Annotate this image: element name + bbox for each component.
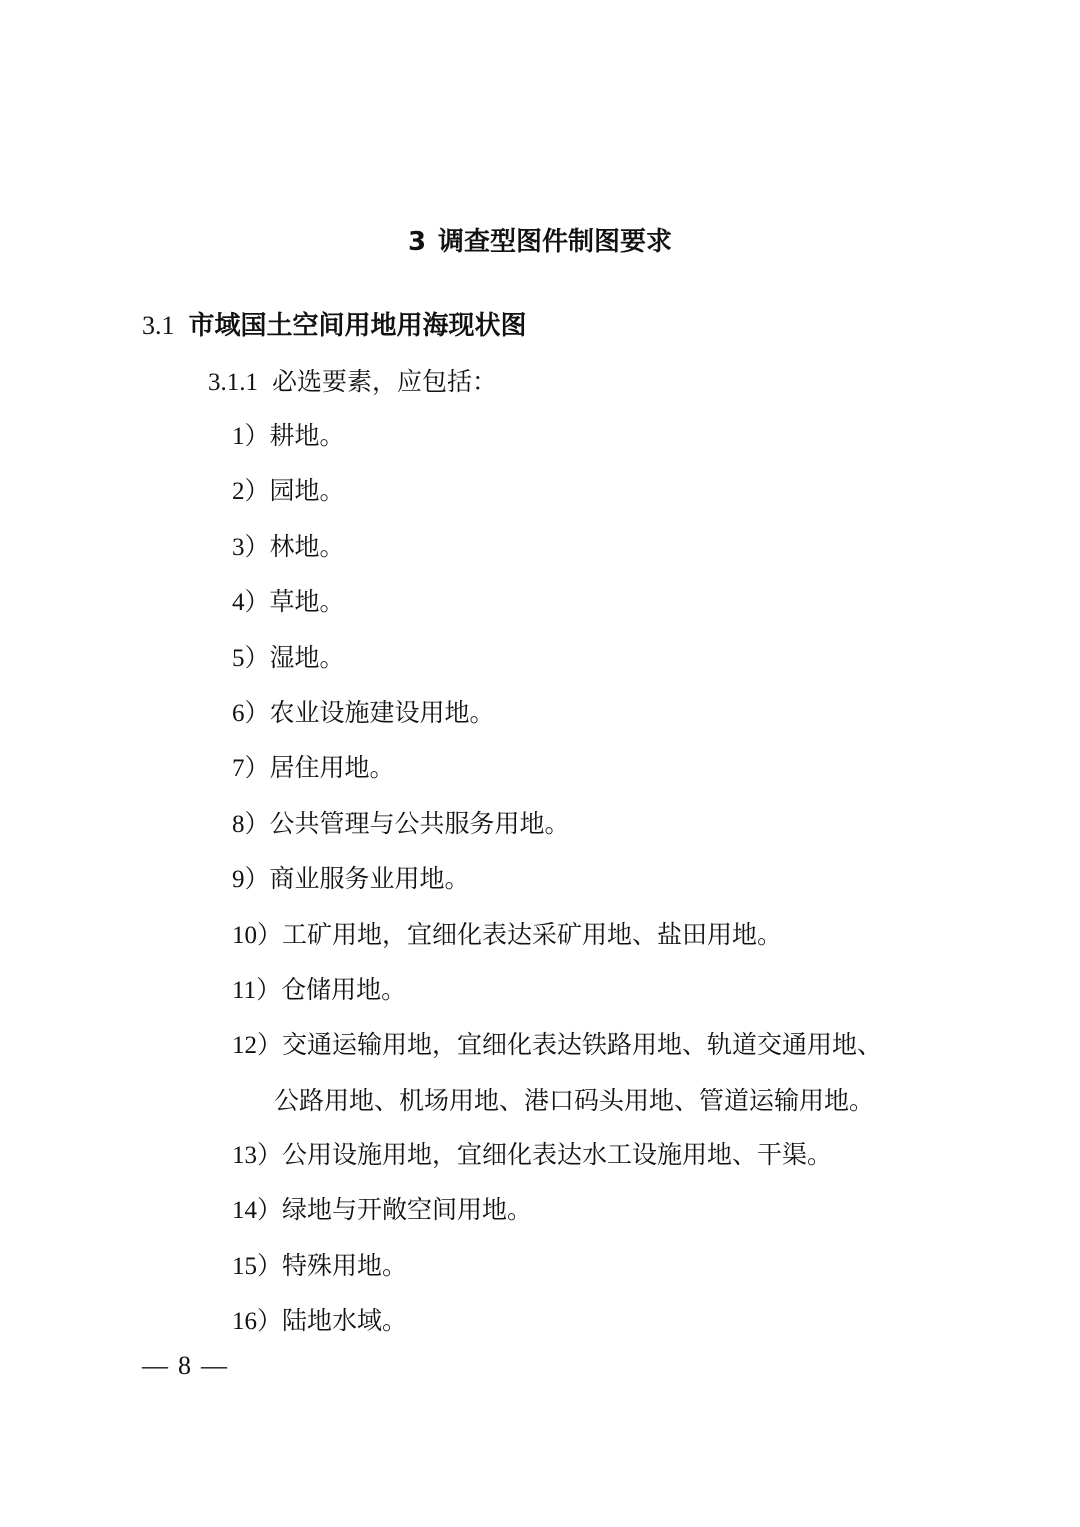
- section-title-text: 市域国土空间用地用海现状图: [188, 311, 527, 341]
- list-item-text: 工矿用地，宜细化表达采矿用地、盐田用地。: [282, 919, 783, 949]
- list-item-number: 5）: [232, 644, 270, 672]
- list-item: [232, 527, 952, 568]
- subsection-number: 3.1.1: [208, 369, 258, 396]
- list-item: [232, 416, 952, 457]
- page-footer: [142, 1346, 227, 1386]
- subsection-heading: [208, 362, 497, 403]
- section-number: 3.1: [142, 311, 175, 340]
- page-number: 8: [178, 1351, 191, 1380]
- list-item-text: 公用设施用地，宜细化表达水工设施用地、干渠。: [282, 1140, 833, 1170]
- list-item-text: 耕地。: [269, 421, 345, 450]
- list-item-text: 公共管理与公共服务用地。: [269, 808, 570, 838]
- list-item: [232, 1025, 952, 1120]
- list-item-number: 16）: [232, 1308, 283, 1336]
- list-item-text: 商业服务业用地。: [269, 864, 470, 894]
- list-item: [232, 1135, 952, 1176]
- list-item-number: 3）: [232, 533, 270, 561]
- list-item-text: 交通运输用地，宜细化表达铁路用地、轨道交通用地、: [282, 1030, 883, 1060]
- list-item-text: 园地。: [269, 476, 345, 506]
- list-item-number: 13）: [232, 1142, 283, 1170]
- list-item-text: 居住用地。: [269, 753, 395, 783]
- list-item: [232, 748, 952, 789]
- list-item: [232, 804, 952, 845]
- list-item-text: 陆地水域。: [282, 1306, 408, 1336]
- list-item: [232, 915, 952, 956]
- list-item-text: 草地。: [269, 587, 345, 617]
- list-item: [232, 582, 952, 623]
- section-title: [142, 306, 527, 346]
- list-item: [232, 638, 952, 679]
- chapter-title-text: 调查型图件制图要求: [438, 227, 673, 257]
- subsection-title-text: 必选要素，应包括：: [272, 367, 498, 396]
- list-item-text: 林地。: [269, 531, 345, 561]
- chapter-number: 3: [407, 227, 427, 257]
- list-item-number: 6）: [232, 699, 270, 727]
- footer-dash-right: —: [201, 1351, 227, 1380]
- list-item-text: 绿地与开敞空间用地。: [282, 1195, 533, 1225]
- list-item-text: 农业设施建设用地。: [269, 697, 495, 727]
- list-item: [232, 1190, 952, 1231]
- footer-dash-left: —: [142, 1351, 168, 1380]
- list-item-continuation: 公路用地、机场用地、港口码头用地、管道运输用地。: [274, 1085, 875, 1115]
- list-item-number: 11）: [232, 976, 282, 1004]
- list-item-text: 仓储用地。: [281, 974, 407, 1004]
- list-item-number: 8）: [232, 810, 270, 838]
- list-item-number: 1）: [232, 423, 270, 450]
- list-item: [232, 693, 952, 734]
- list-item-number: 9）: [232, 866, 270, 894]
- chapter-title: [0, 222, 1080, 262]
- list-item-number: 4）: [232, 589, 270, 617]
- list-item-number: 10）: [232, 921, 283, 949]
- list-item-number: 12）: [232, 1032, 283, 1060]
- list-item-number: 7）: [232, 755, 270, 783]
- list-item: [232, 859, 952, 900]
- required-elements-list: [232, 416, 952, 1357]
- list-item-number: 15）: [232, 1252, 283, 1280]
- list-item: [232, 970, 952, 1011]
- list-item: [232, 1301, 952, 1342]
- list-item: [232, 471, 952, 512]
- list-item-number: 14）: [232, 1197, 283, 1225]
- list-item-text: 湿地。: [269, 642, 345, 672]
- list-item-number: 2）: [232, 478, 270, 506]
- list-item-text: 特殊用地。: [282, 1250, 408, 1280]
- list-item: [232, 1246, 952, 1287]
